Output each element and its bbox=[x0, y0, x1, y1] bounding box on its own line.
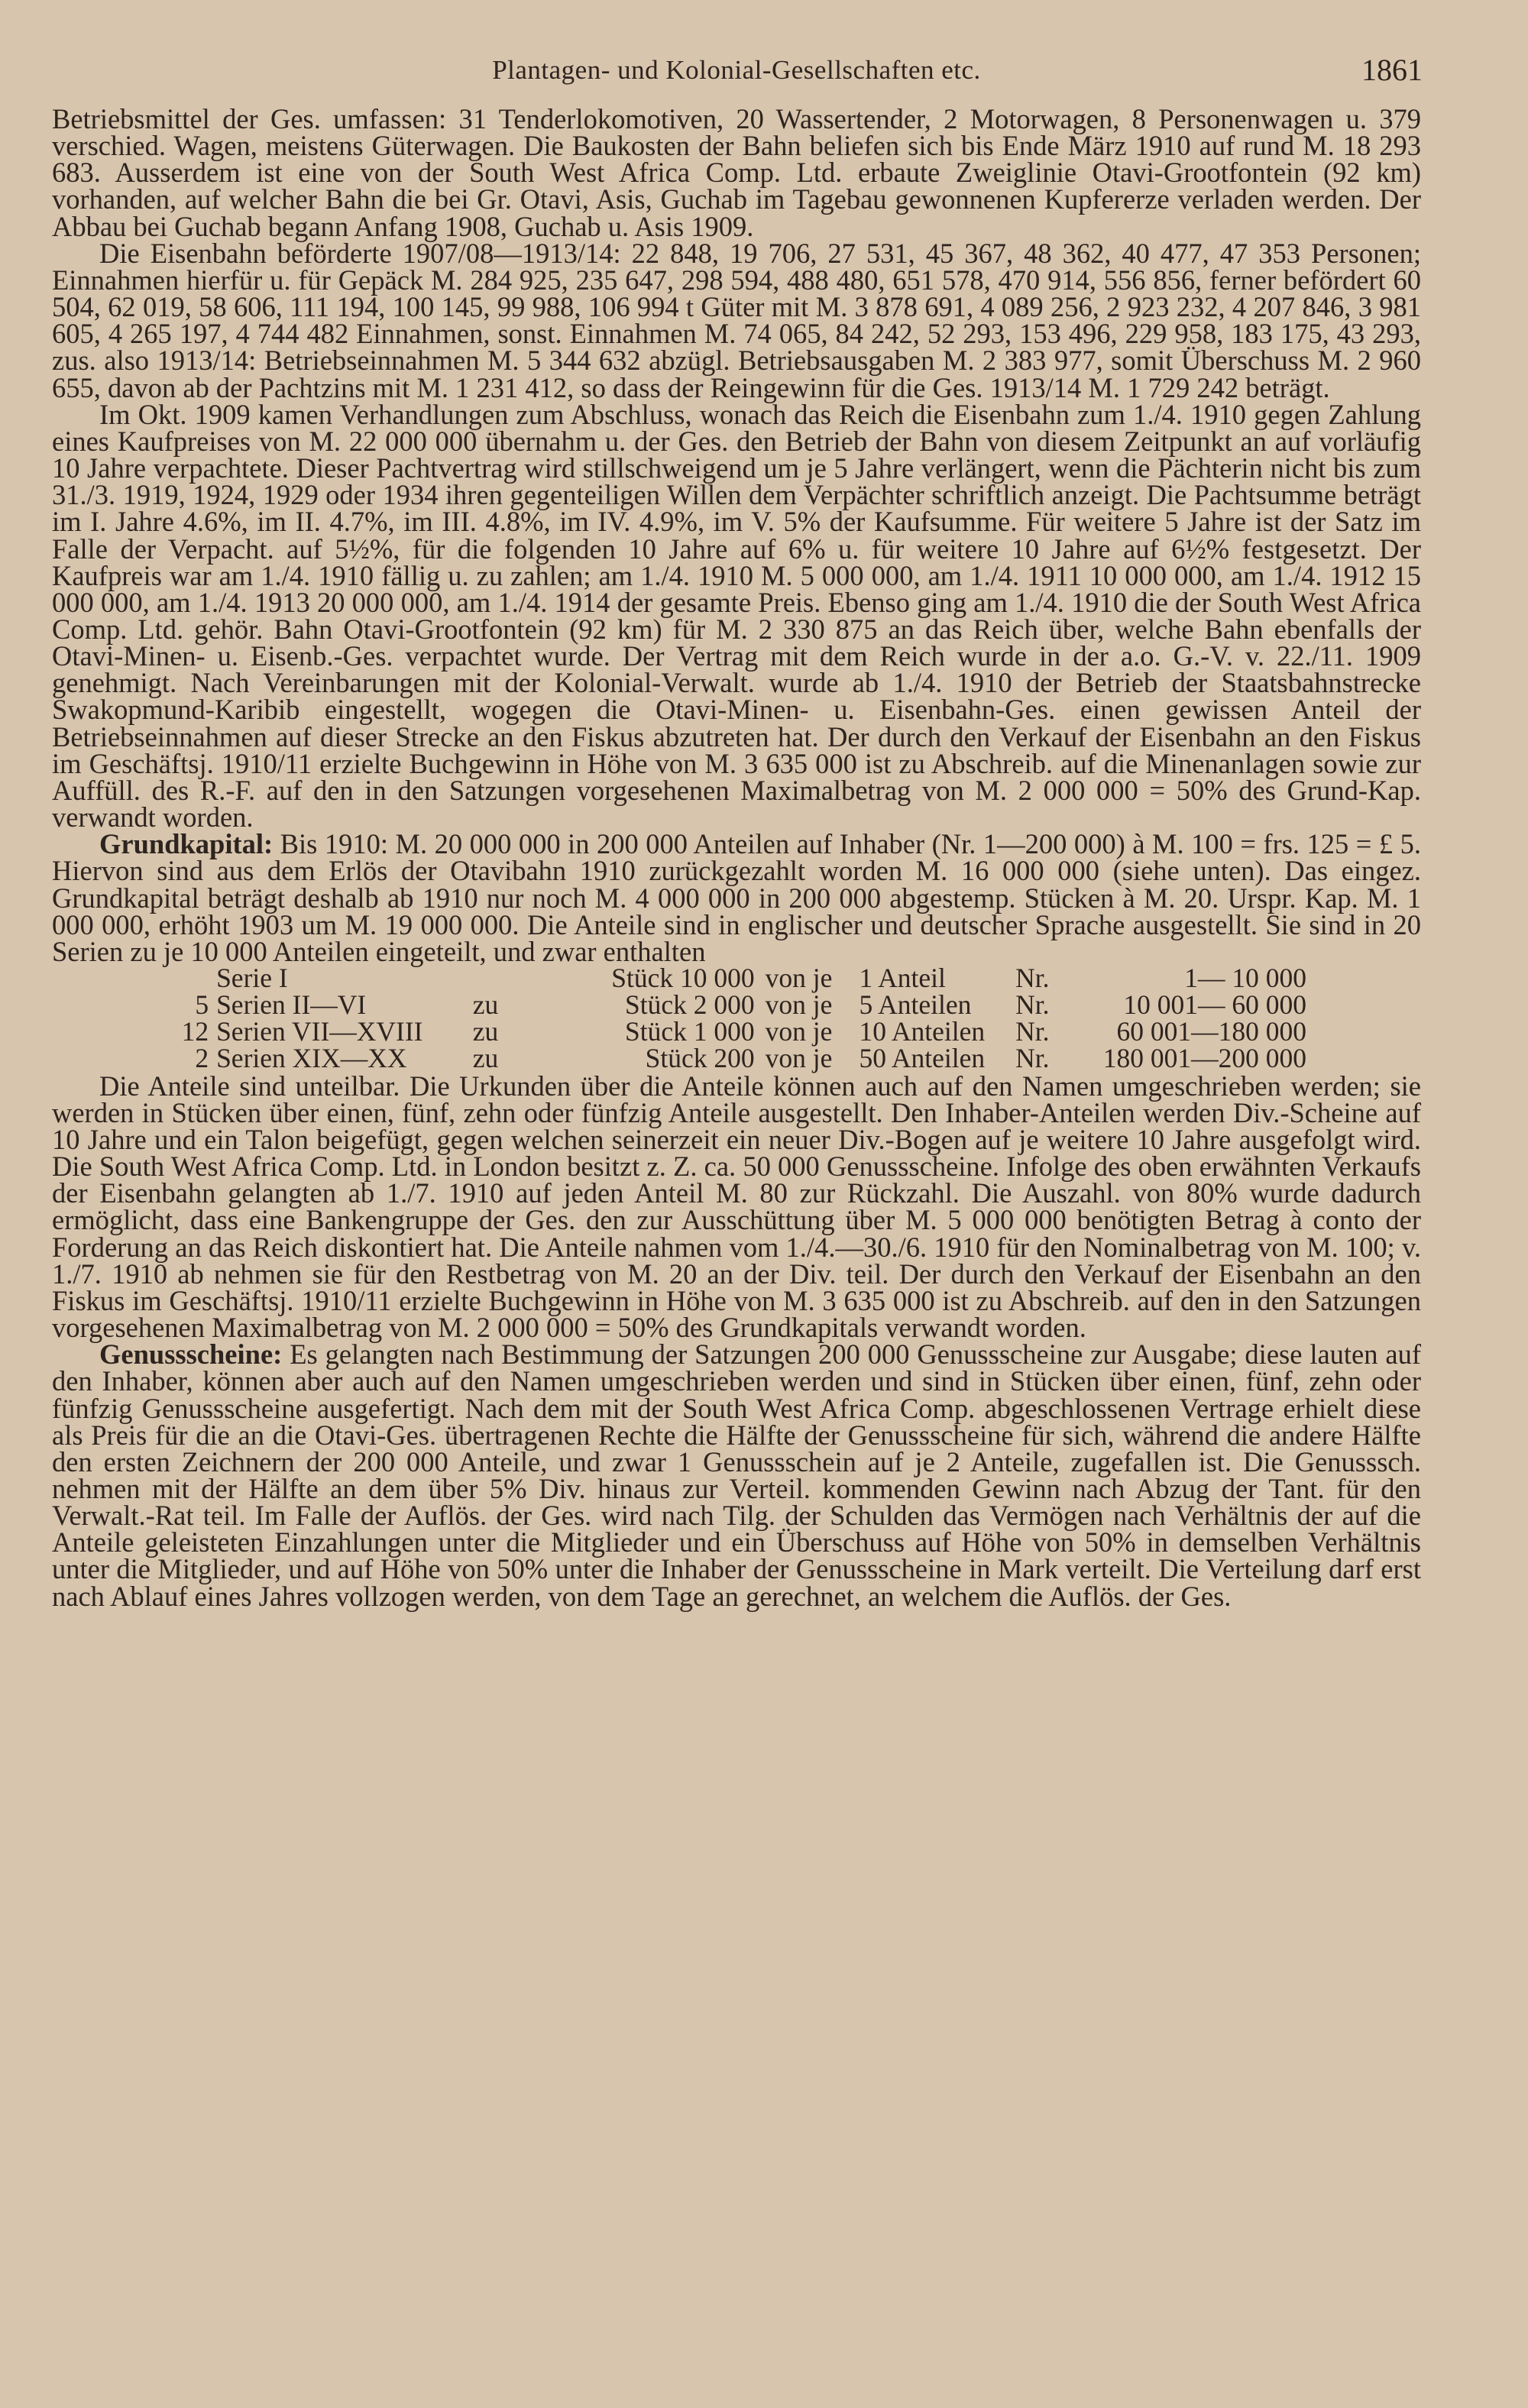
genussscheine-text: Es gelangten nach Bestimmung der Satzungen 200 000 Genussscheine zur Ausgabe; diese lauten auf den Inhaber, können aber auch auf den Namen umgeschrieben werden und sind in Stücken über einen, fünf, zehn oder fünfzig Genussscheine ausgefertigt. Nach dem mit der South West Africa Comp. abgeschlossenen Vertrage erhielt diese als Preis für die an die Otavi-Ges. übertragenen Rechte die Hälfte der Genussscheine für sich, während die andere Hälfte den ersten Zeichnern der 200 000 Anteile, und zwar 1 Genussschein auf je 2 Anteile, zugefallen ist. Die Genusssch. nehmen mit der Hälfte an dem über 5% Div. hinaus zur Verteil. kommenden Gewinn nach Abzug der Tant. für den Verwalt.-Rat teil. Im Falle der Auflös. der Ges. wird nach Tilg. der Schulden das Vermögen nach Verhältnis der auf die Anteile geleisteten Einzahlungen unter die Mitglieder und ein Überschuss auf Höhe von 50% in demselben Verhältnis unter die Mitglieder, und auf Höhe von 50% unter die Inhaber der Genussscheine in Mark verteilt. Die Verteilung darf erst nach Ablauf eines Jahres vollzogen werden, von dem Tage an gerechnet, an welchem die Auflös. der Ges. bbox=[52, 1338, 1421, 1612]
table-row bbox=[115, 1018, 1306, 1045]
series-zu: zu bbox=[472, 1043, 499, 1074]
series-name: Serien II—VI bbox=[216, 989, 367, 1021]
running-title: Plantagen- und Kolonial-Gesellschaften etc. bbox=[492, 55, 981, 85]
paragraph-genussscheine bbox=[52, 1338, 1421, 1612]
paragraph-betriebsmittel: Betriebsmittel der Ges. umfassen: 31 Tenderlokomotiven, 20 Wassertender, 2 Motorwagen, 8 Personenwagen u. 379 verschied. Wagen, meistens Güterwagen. Die Baukosten der Bahn beliefen sich bis Ende März 1910 auf rund M. 18 293 683. Ausserdem ist eine von der South West Africa Comp. Ltd. erbaute Zweiglinie Otavi-Grootfontein (92 km) vorhanden, auf welcher Bahn die bei Gr. Otavi, Asis, Guchab im Tagebau gewonnenen Kupfererze verladen werden. Der Abbau bei Guchab begann Anfang 1908, Guchab u. Asis 1909. bbox=[52, 103, 1421, 242]
paragraph-verkauf-verpachtung: Im Okt. 1909 kamen Verhandlungen zum Abschluss, wonach das Reich die Eisenbahn zum 1./4. 1910 gegen Zahlung eines Kaufpreises von M. 22 000 000 übernahm u. der Ges. den Betrieb der Bahn von diesem Zeitpunkt an auf vorläufig 10 Jahre verpachtete. Dieser Pachtvertrag wird stillschweigend um je 5 Jahre verlängert, wenn die Pächterin nicht bis zum 31./3. 1919, 1924, 1929 oder 1934 ihren gegenteiligen Willen dem Verpächter schriftlich anzeigt. Die Pachtsumme beträgt im I. Jahre 4.6%, im II. 4.7%, im III. 4.8%, im IV. 4.9%, im V. 5% der Kaufsumme. Für weitere 5 Jahre ist der Satz im Falle der Verpacht. auf 5½%, für die folgenden 10 Jahre auf 6% u. für weitere 10 Jahre auf 6½% festgesetzt. Der Kaufpreis war am 1./4. 1910 fällig u. zu zahlen; am 1./4. 1910 M. 5 000 000, am 1./4. 1911 10 000 000, am 1./4. 1912 15 000 000, am 1./4. 1913 20 000 000, am 1./4. 1914 der gesamte Preis. Ebenso ging am 1./4. 1910 die der South West Africa Comp. Ltd. gehör. Bahn Otavi-Grootfontein (92 km) für M. 2 330 875 an das Reich über, welche Bahn ebenfalls der Otavi-Minen- u. Eisenb.-Ges. verpachtet wurde. Der Vertrag mit dem Reich wurde in der a.o. G.-V. v. 22./11. 1909 genehmigt. Nach Vereinbarungen mit der Kolonial-Verwalt. wurde ab 1./4. 1910 der Betrieb der Staatsbahnstrecke Swakopmund-Karibib eingestellt, wogegen die Otavi-Minen- u. Eisenbahn-Ges. einen gewissen Anteil der Betriebseinnahmen auf dieser Strecke an den Fiskus abzutreten hat. Der durch den Verkauf der Eisenbahn an den Fiskus im Geschäftsj. 1910/11 erzielte Buchgewinn in Höhe von M. 3 635 000 ist zu Abschreib. auf die Minenanlagen sowie zur Auffüll. des R.-F. auf den in den Satzungen vorgesehenen Maximalbetrag von M. 2 000 000 = 50% des Grund-Kap. verwandt worden. bbox=[52, 398, 1421, 833]
paragraph-eisenbahn-statistik: Die Eisenbahn beförderte 1907/08—1913/14: 22 848, 19 706, 27 531, 45 367, 48 362, 40 477, 47 353 Personen; Einnahmen hierfür u. für Gepäck M. 284 925, 235 647, 298 594, 488 480, 651 578, 470 914, 556 856, ferner befördert 60 504, 62 019, 58 606, 111 194, 100 145, 99 988, 106 994 t Güter mit M. 3 878 691, 4 089 256, 2 923 232, 4 207 846, 3 981 605, 4 265 197, 4 744 482 Einnahmen, sonst. Einnahmen M. 74 065, 84 242, 52 293, 153 496, 229 958, 183 175, 43 293, zus. also 1913/14: Betriebseinnahmen M. 5 344 632 abzügl. Betriebsausgaben M. 2 383 977, somit Überschuss M. 2 960 655, davon ab der Pachtzins mit M. 1 231 412, so dass der Reingewinn für die Ges. 1913/14 M. 1 729 242 beträgt. bbox=[52, 237, 1421, 403]
series-nr: Nr. bbox=[1015, 963, 1050, 993]
series-range: 180 001—200 000 bbox=[1102, 1043, 1306, 1074]
body-text bbox=[52, 105, 1421, 1610]
series-range: 60 001—180 000 bbox=[1116, 1016, 1306, 1047]
genussscheine-heading: Genussscheine: bbox=[99, 1338, 283, 1371]
series-anteile: 5 Anteilen bbox=[859, 989, 972, 1021]
series-nr: Nr. bbox=[1015, 1016, 1050, 1047]
paragraph-anteile: Die Anteile sind unteilbar. Die Urkunden über die Anteile können auch auf den Namen umgeschrieben werden; sie werden in Stücken über einen, fünf, zehn oder fünfzig Anteile ausgestellt. Den Inhaber-Anteilen werden Div.-Scheine auf 10 Jahre und ein Talon beigefügt, gegen welchen seinerzeit ein neuer Div.-Bogen auf je weitere 10 Jahre ausgefolgt wird. Die South West Africa Comp. Ltd. in London besitzt z. Z. ca. 50 000 Genussscheine. Infolge des oben erwähnten Verkaufs der Eisenbahn gelangten ab 1./7. 1910 auf jeden Anteil M. 80 zur Rückzahl. Die Auszahl. von 80% wurde dadurch ermöglicht, dass eine Bankengruppe der Ges. den zur Ausschüttung über M. 5 000 000 benötigten Betrag à conto der Forderung an das Reich diskontiert hat. Die Anteile nahmen vom 1./4.—30./6. 1910 für den Nominalbetrag von M. 100; v. 1./7. 1910 ab nehmen sie für den Restbetrag von M. 20 an der Div. teil. Der durch den Verkauf der Eisenbahn an den Fiskus im Geschäftsj. 1910/11 erzielte Buchgewinn in Höhe von M. 3 635 000 ist zu Abschreib. auf den in den Satzungen vorgesehenen Maximalbetrag von M. 2 000 000 = 50% des Grundkapitals verwandt worden. bbox=[52, 1070, 1421, 1344]
series-stueck: Stück 1 000 bbox=[625, 1016, 755, 1047]
series-von-je: von je bbox=[765, 963, 833, 993]
series-anteile: 10 Anteilen bbox=[859, 1016, 986, 1047]
series-zu: zu bbox=[472, 1016, 499, 1047]
series-zu bbox=[473, 965, 559, 992]
series-count: 12 bbox=[181, 1016, 209, 1047]
series-count bbox=[115, 965, 216, 992]
series-stueck: Stück 200 bbox=[645, 1043, 755, 1074]
series-range: 10 001— 60 000 bbox=[1123, 989, 1306, 1021]
page-number: 1861 bbox=[1361, 53, 1423, 87]
table-row bbox=[115, 965, 1306, 992]
series-anteile: 50 Anteilen bbox=[859, 1043, 986, 1074]
series-name: Serien XIX—XX bbox=[216, 1043, 407, 1074]
table-row bbox=[115, 1045, 1306, 1072]
series-von-je: von je bbox=[765, 1043, 833, 1074]
series-nr: Nr. bbox=[1015, 1043, 1050, 1074]
table-row bbox=[115, 992, 1306, 1018]
series-von-je: von je bbox=[765, 1016, 833, 1047]
paragraph-grundkapital bbox=[52, 830, 1421, 965]
document-page bbox=[52, 52, 1421, 1610]
series-count: 2 bbox=[195, 1043, 209, 1074]
grundkapital-text: Bis 1910: M. 20 000 000 in 200 000 Anteilen auf Inhaber (Nr. 1—200 000) à M. 100 = frs. 125 = £ 5. Hiervon sind aus dem Erlös der Otavibahn 1910 zurückgezahlt worden M. 16 000 000 (siehe unten). Das eingez. Grundkapital beträgt deshalb ab 1910 nur noch M. 4 000 000 in 200 000 abgestemp. Stücken à M. 20. Urspr. Kap. M. 1 000 000, erhöht 1903 um M. 19 000 000. Die Anteile sind in englischer und deutscher Sprache ausgestellt. Sie sind in 20 Serien zu je 10 000 Anteilen eingeteilt, und zwar enthalten bbox=[52, 828, 1421, 967]
series-zu: zu bbox=[472, 989, 499, 1021]
series-name: Serie I bbox=[216, 963, 288, 993]
series-table bbox=[115, 965, 1306, 1073]
series-nr: Nr. bbox=[1015, 989, 1050, 1021]
series-von-je: von je bbox=[765, 989, 833, 1021]
series-name: Serien VII—XVIII bbox=[216, 1016, 423, 1047]
series-count: 5 bbox=[195, 989, 209, 1021]
series-stueck: Stück 10 000 bbox=[611, 963, 755, 993]
series-anteile: 1 Anteil bbox=[859, 963, 946, 993]
series-stueck: Stück 2 000 bbox=[625, 989, 755, 1021]
page-header bbox=[52, 52, 1421, 95]
series-range: 1— 10 000 bbox=[1184, 963, 1306, 993]
grundkapital-heading: Grundkapital: bbox=[99, 828, 274, 860]
